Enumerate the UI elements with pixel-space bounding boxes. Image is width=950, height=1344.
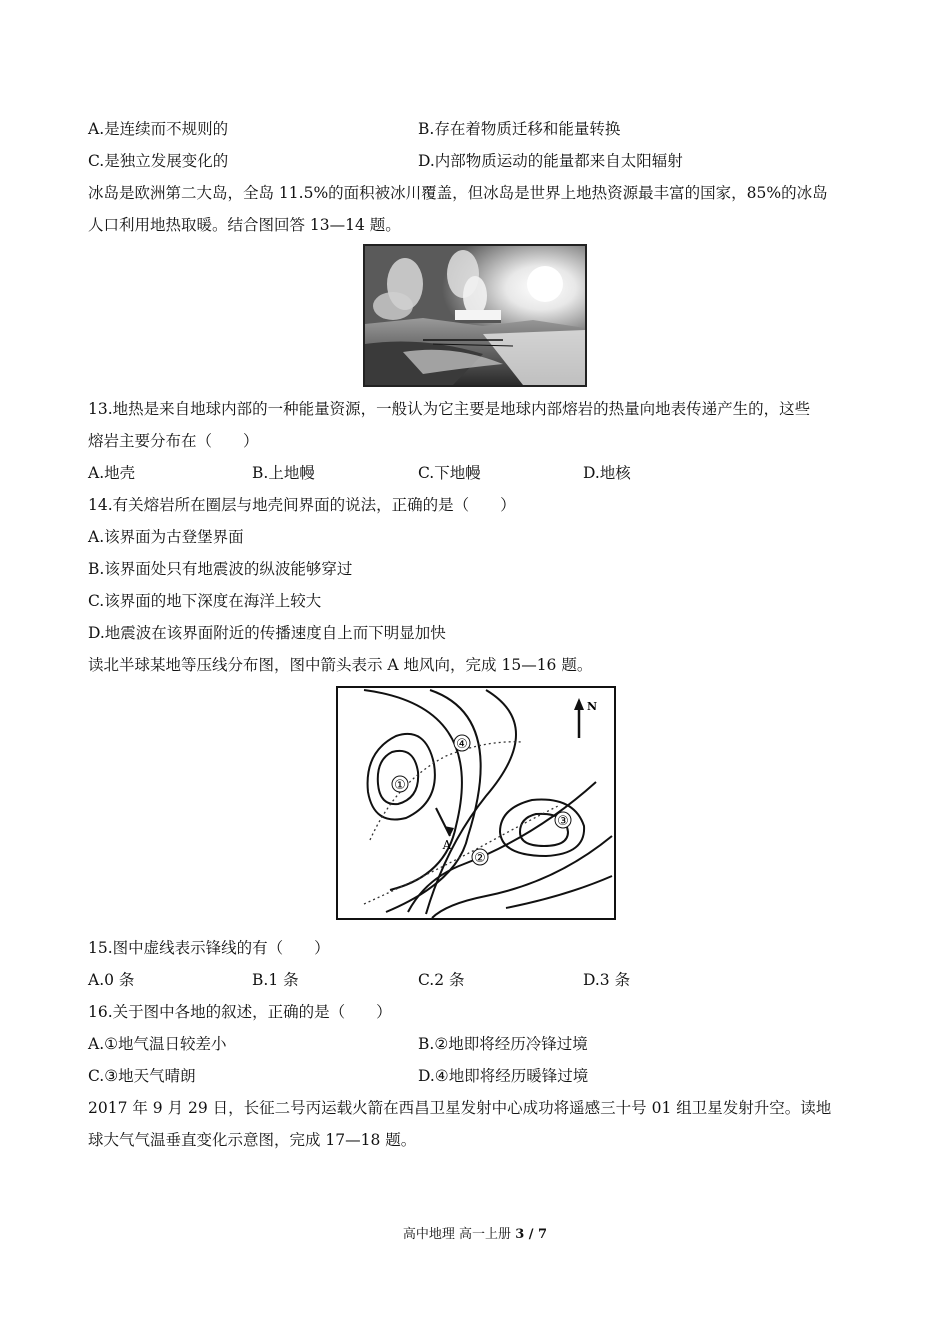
page-number: 3 / 7 bbox=[515, 1227, 548, 1242]
q13-option-d: D.地核 bbox=[583, 464, 631, 482]
q12-option-b: B.存在着物质迁移和能量转换 bbox=[418, 120, 621, 138]
q12-option-d: D.内部物质运动的能量都来自太阳辐射 bbox=[418, 152, 683, 170]
map-label-1: ① bbox=[394, 778, 406, 793]
map-label-4: ④ bbox=[456, 737, 468, 752]
q13-option-b: B.上地幔 bbox=[252, 464, 315, 482]
q12-option-c: C.是独立发展变化的 bbox=[88, 152, 229, 170]
q15-option-a: A.0 条 bbox=[88, 971, 135, 989]
q16-option-c: C.③地天气晴朗 bbox=[88, 1067, 196, 1085]
isobar-map bbox=[336, 686, 616, 920]
q14-option-c: C.该界面的地下深度在海洋上较大 bbox=[88, 592, 322, 610]
q13-option-c: C.下地幔 bbox=[418, 464, 481, 482]
rocket-intro-line2: 球大气气温垂直变化示意图，完成 17—18 题。 bbox=[88, 1131, 417, 1149]
map-intro: 读北半球某地等压线分布图，图中箭头表示 A 地风向，完成 15—16 题。 bbox=[88, 656, 593, 674]
q14-option-d: D.地震波在该界面附近的传播速度自上而下明显加快 bbox=[88, 624, 446, 642]
q14-stem: 14.有关熔岩所在圈层与地壳间界面的说法，正确的是（ ） bbox=[88, 496, 516, 514]
q15-stem: 15.图中虚线表示锋线的有（ ） bbox=[88, 939, 330, 957]
iceland-intro-line1: 冰岛是欧洲第二大岛，全岛 11.5%的面积被冰川覆盖，但冰岛是世界上地热资源最丰富的国家，85%的冰岛 bbox=[88, 184, 828, 202]
q16-option-b: B.②地即将经历冷锋过境 bbox=[418, 1035, 588, 1053]
q12-option-a: A.是连续而不规则的 bbox=[88, 120, 229, 138]
rocket-intro-line1: 2017 年 9 月 29 日，长征二号丙运载火箭在西昌卫星发射中心成功将遥感三十号 01 组卫星发射升空。读地 bbox=[88, 1099, 832, 1117]
geothermal-plant-photo bbox=[363, 244, 587, 387]
q15-option-b: B.1 条 bbox=[252, 971, 299, 989]
q14-option-b: B.该界面处只有地震波的纵波能够穿过 bbox=[88, 560, 353, 578]
q13-stem-line2: 熔岩主要分布在（ ） bbox=[88, 432, 259, 450]
page-footer bbox=[0, 1226, 950, 1244]
north-label: N bbox=[586, 700, 598, 713]
q15-option-d: D.3 条 bbox=[583, 971, 631, 989]
q14-option-a: A.该界面为古登堡界面 bbox=[88, 528, 244, 546]
q16-option-a: A.①地气温日较差小 bbox=[88, 1035, 227, 1053]
q16-stem: 16.关于图中各地的叙述，正确的是（ ） bbox=[88, 1003, 392, 1021]
q15-option-c: C.2 条 bbox=[418, 971, 465, 989]
footer-subject: 高中地理 高一上册 bbox=[402, 1227, 516, 1242]
map-label-3: ③ bbox=[557, 814, 569, 829]
q13-stem-line1: 13.地热是来自地球内部的一种能量资源，一般认为它主要是地球内部熔岩的热量向地表传递产生的，这些 bbox=[88, 400, 811, 418]
map-point-a: A bbox=[442, 838, 452, 852]
map-label-2: ② bbox=[474, 851, 486, 866]
q13-option-a: A.地壳 bbox=[88, 464, 136, 482]
q16-option-d: D.④地即将经历暖锋过境 bbox=[418, 1067, 589, 1085]
iceland-intro-line2: 人口利用地热取暖。结合图回答 13—14 题。 bbox=[88, 216, 401, 234]
